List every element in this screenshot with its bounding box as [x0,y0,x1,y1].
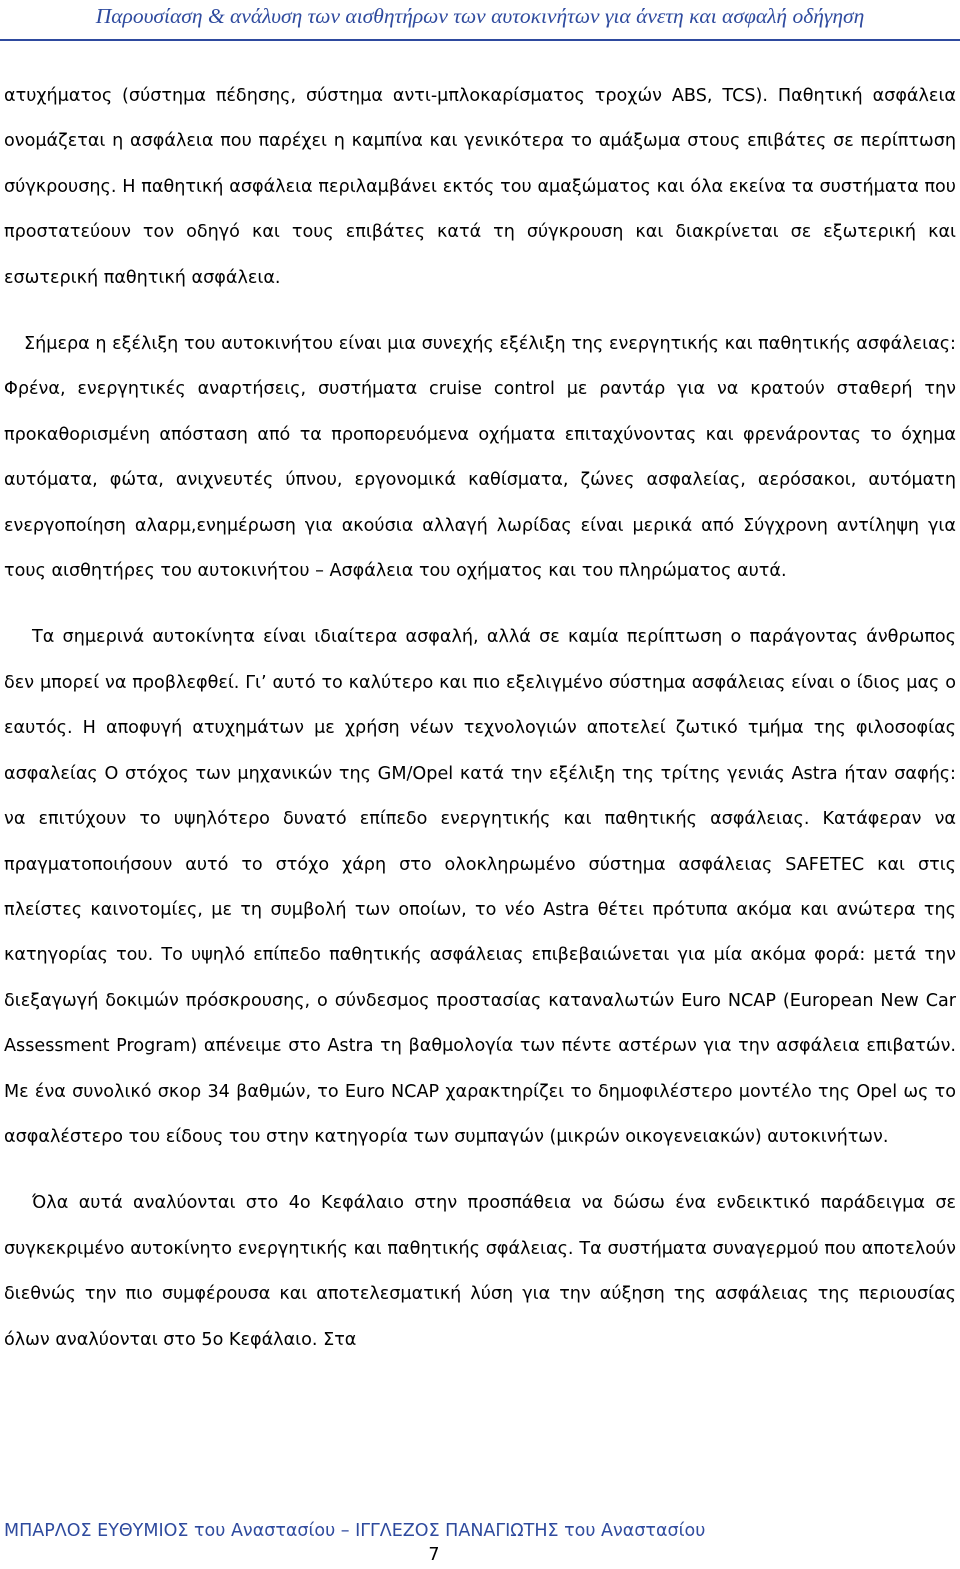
header-rule [0,39,960,41]
paragraph-1: ατυχήματος (σύστημα πέδησης, σύστημα αντι-μπλοκαρίσματος τροχών ABS, TCS). Παθητική ασφάλεια ονομάζεται η ασφάλεια που παρέχει η καμπίνα και γενικότερα το αμάξωμα στους επιβάτες σε περίπτωση σύγκρουσης. Η παθητική ασφάλεια περιλαμβάνει εκτός του αμαξώματος και όλα εκείνα τα συστήματα που προστατεύουν τον οδηγό και τους επιβάτες κατά τη σύγκρουση και διακρίνεται σε εξωτερική και εσωτερική παθητική ασφάλεια. [4,86,956,288]
paragraph-4: Όλα αυτά αναλύονται στο 4ο Κεφάλαιο στην προσπάθεια να δώσω ένα ενδεικτικό παράδειγμα σε συγκεκριμένο αυτοκίνητο ενεργητικής και παθητικής σφάλειας. Τα συστήματα συναγερμού που αποτελούν διεθνώς την πιο συμφέρουσα και αποτελεσματική λύση για την αύξηση της ασφάλειας της περιουσίας όλων αναλύονται στο 5ο Κεφάλαιο. Στα [4,1193,956,1350]
paragraph-3: Τα σημερινά αυτοκίνητα είναι ιδιαίτερα ασφαλή, αλλά σε καμία περίπτωση ο παράγοντας άνθρωπος δεν μπορεί να προβλεφθεί. Γι’ αυτό το καλύτερο και πιο εξελιγμένο σύστημα ασφάλειας είναι ο ίδιος μας ο εαυτός. Η αποφυγή ατυχημάτων με χρήση νέων τεχνολογιών αποτελεί ζωτικό τμήμα της φιλοσοφίας ασφαλείας Ο στόχος των μηχανικών της GM/Opel κατά την εξέλιξη της τρίτης γενιάς Astra ήταν σαφής: να επιτύχουν το υψηλότερο δυνατό επίπεδο ενεργητικής και παθητικής ασφάλειας. Κατάφεραν να πραγματοποιήσουν αυτό το στόχο χάρη στο ολοκληρωμένο σύστημα ασφάλειας SAFETEC και στις πλείστες καινοτομίες, με τη συμβολή των οποίων, το νέο Astra θέτει πρότυπα ακόμα και ανώτερα της κατηγορίας του. Το υψηλό επίπεδο παθητικής ασφάλειας επιβεβαιώνεται για μία ακόμα φορά: μετά την διεξαγωγή δοκιμών πρόσκρουσης, ο σύνδεσμος προστασίας καταναλωτών Euro NCAP (European New Car Assessment Program) απένειμε στο Astra τη βαθμολογία των πέντε αστέρων για την ασφάλεια επιβατών. Με ένα συνολικό σκορ 34 βαθμών, το Euro NCAP χαρακτηρίζει το δημοφιλέστερο μοντέλο της Opel ως το ασφαλέστερο του είδους του στην κατηγορία των συμπαγών (μικρών οικογενειακών) αυτοκινήτων. [4,627,956,1147]
paragraph-2: Σήμερα η εξέλιξη του αυτοκινήτου είναι μια συνεχής εξέλιξη της ενεργητικής και παθητικής ασφάλειας: Φρένα, ενεργητικές αναρτήσεις, συστήματα cruise control με ραντάρ για να κρατούν σταθερή την προκαθορισμένη απόσταση από τα προπορευόμενα οχήματα επιταχύνοντας και φρενάροντας το όχημα αυτόματα, φώτα, ανιχνευτές ύπνου, εργονομικά καθίσματα, ζώνες ασφαλείας, αερόσακοι, αυτόματη ενεργοποίηση αλαρμ,ενημέρωση για ακούσια αλλαγή λωρίδας είναι μερικά από Σύγχρονη αντίληψη για τους αισθητήρες του αυτοκινήτου – Ασφάλεια του οχήματος και του πληρώματος αυτά. [4,334,956,582]
page-number: 7 [428,1545,440,1565]
body-text [4,74,956,1384]
running-header: Παρουσίαση & ανάλυση των αισθητήρων των αυτοκινήτων για άνετη και ασφαλή οδήγηση [95,4,865,28]
footer-authors: ΜΠΑΡΛΟΣ ΕΥΘΥΜΙΟΣ του Αναστασίου – ΙΓΓΛΕΖΟΣ ΠΑΝΑΓΙΩΤΗΣ του Αναστασίου [4,1521,706,1541]
